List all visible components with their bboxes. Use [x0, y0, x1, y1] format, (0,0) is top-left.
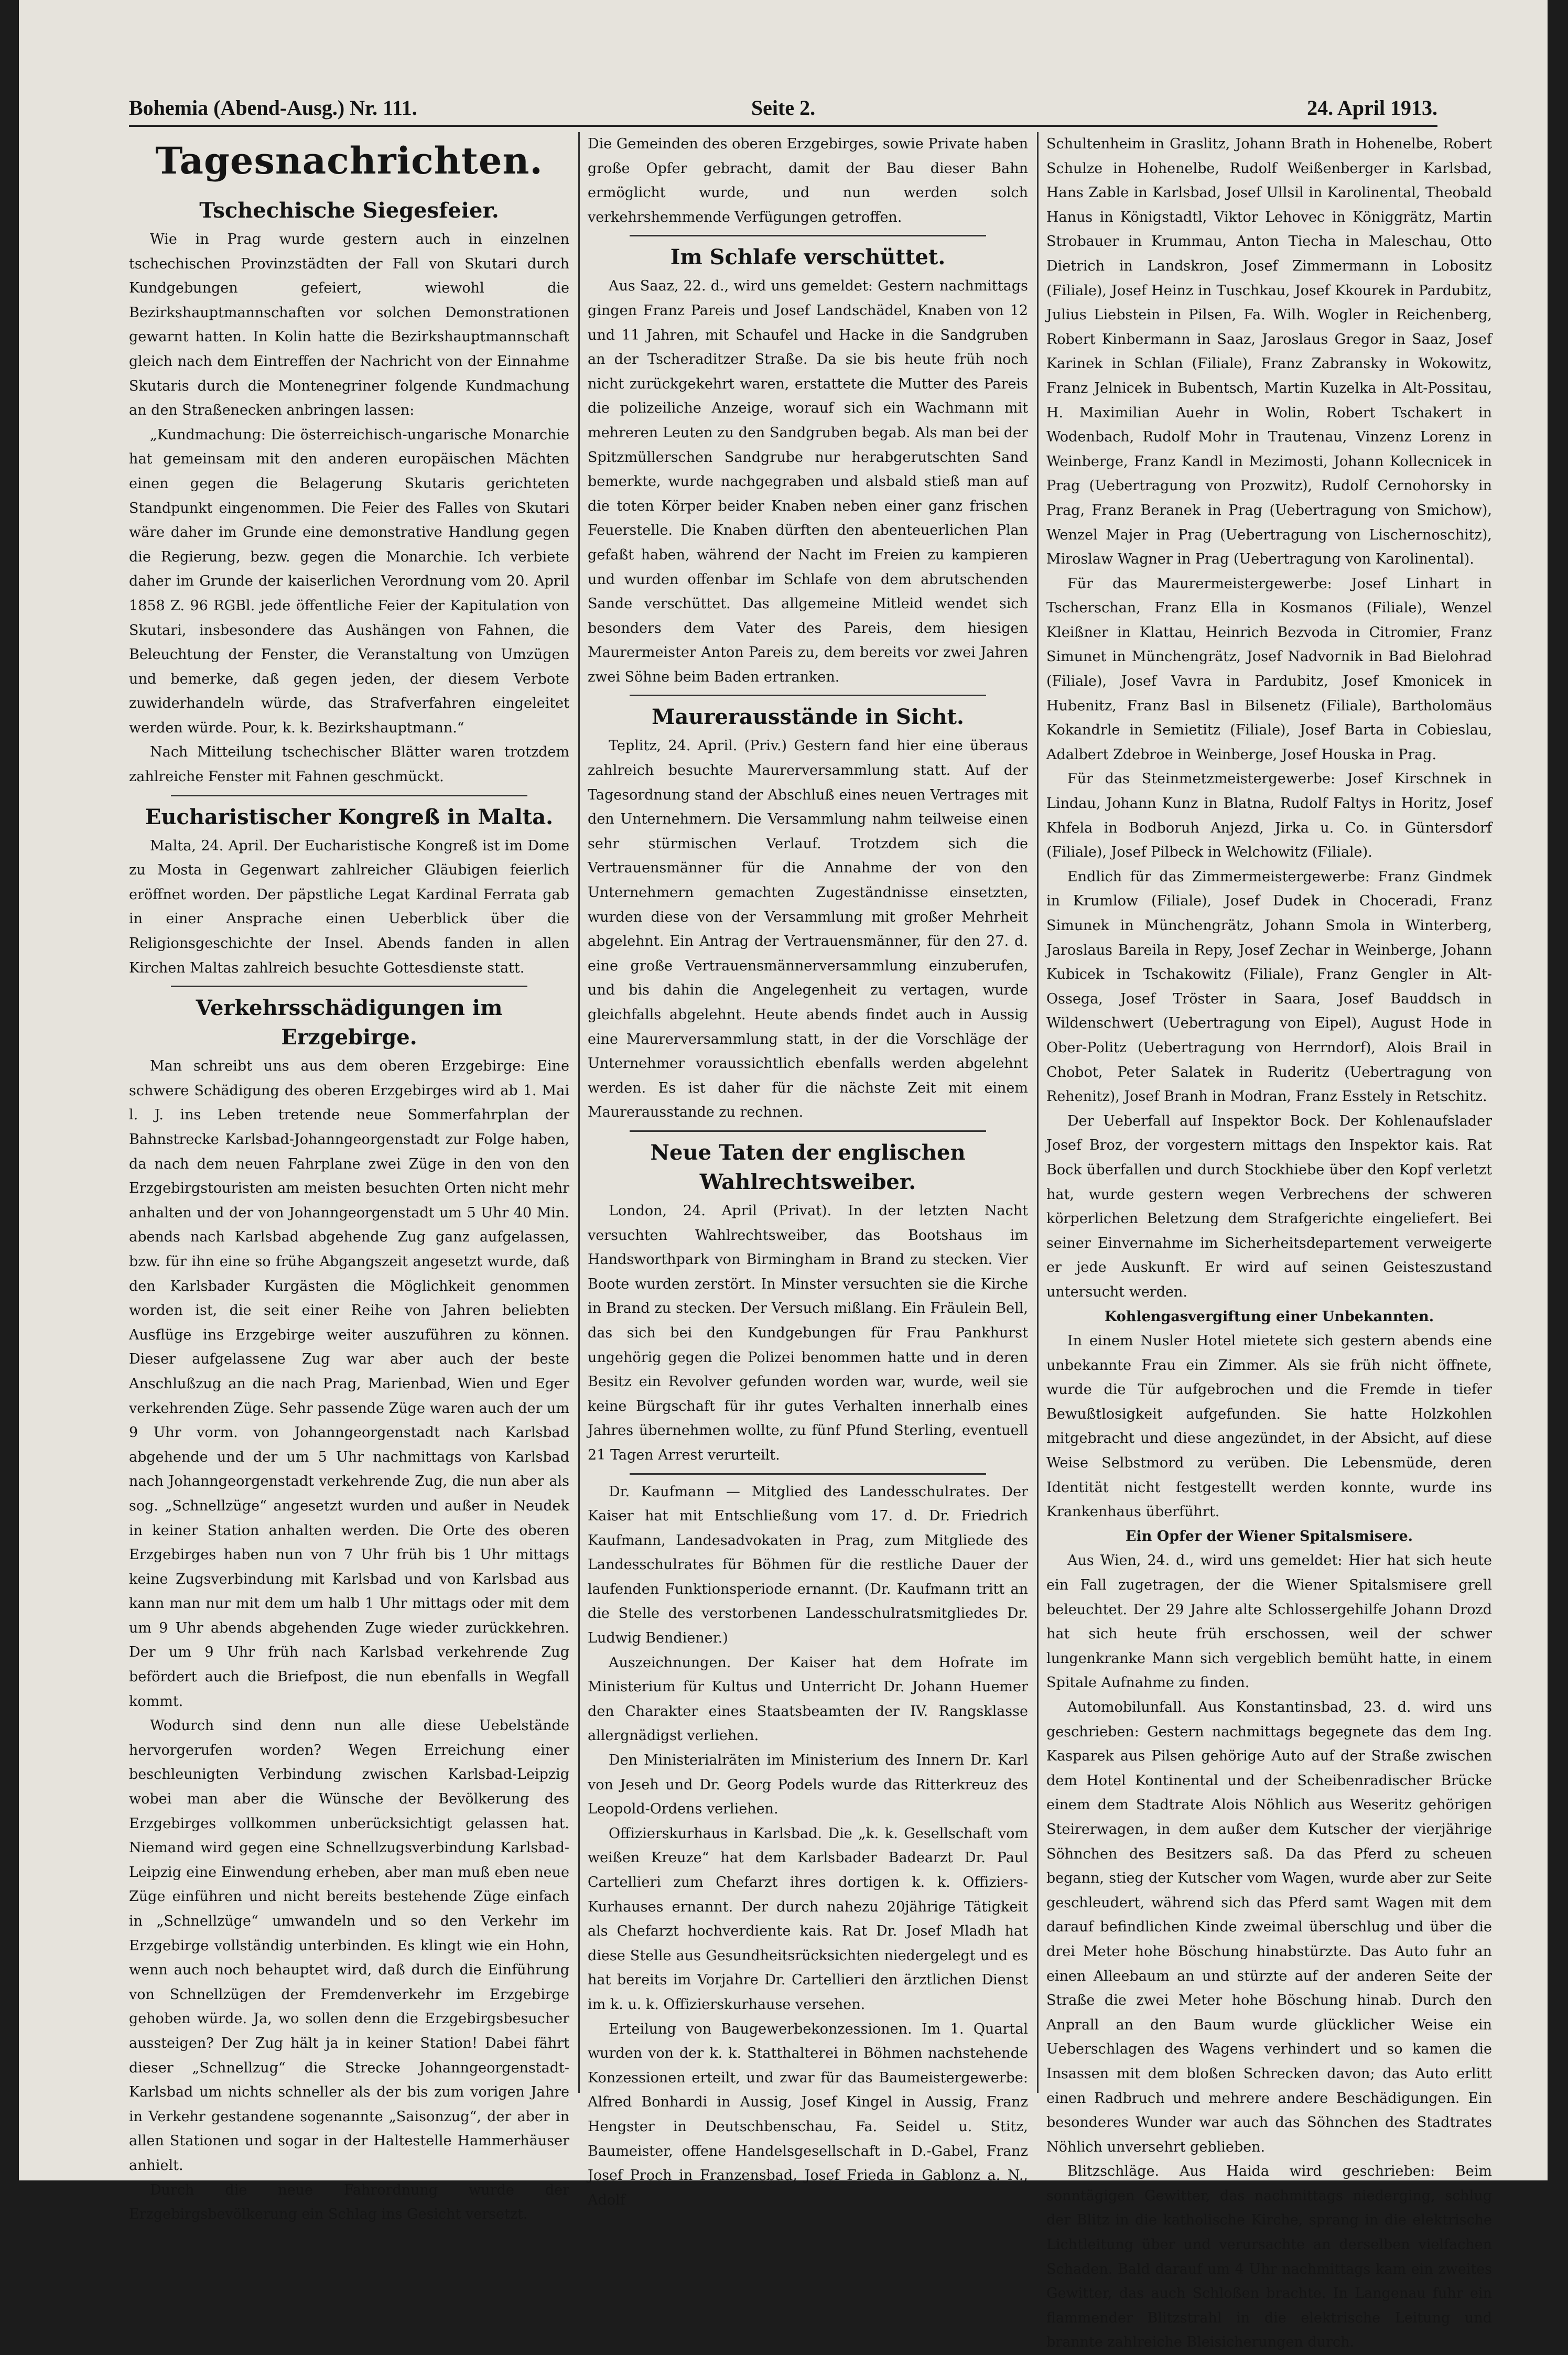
article-paragraph: Die Gemeinden des oberen Erzgebirges, sowie Private haben große Opfer gebracht, damit der Bau dieser Bahn ermöglicht wurde, und nun werden solch verkehrshemmende Verfügungen getroffen.: [588, 136, 1028, 225]
masthead: [129, 95, 1437, 127]
article-paragraph: „Kundmachung: Die österreichisch-ungarische Monarchie hat gemeinsam mit den anderen europäischen Mächten einen gegen die Belagerung Skutaris gerichteten Standpunkt eingenommen. Die Feier des Falles von Skutari wäre daher im Grunde eine demonstrative Handlung gegen die Regierung, bezw. gegen die Monarchie. Ich verbiete daher im Grunde der kaiserlichen Verordnung vom 20. April 1858 Z. 96 RGBl. jede öffentliche Feier der Kapitulation von Skutari, insbesondere das Aushängen von Fahnen, die Beleuchtung der Fenster, die Veranstaltung von Umzügen und bemerke, daß gegen jeden, der diesem Verbote zuwiderhandeln würde, das Strafverfahren eingeleitet werden würde. Pour, k. k. Bezirkshauptmann.“: [129, 426, 569, 736]
article-paragraph: Blitzschläge. Aus Haida wird geschrieben: Beim sonntägigen Gewitter, das nachmittags niederging, schlug der Blitz in die katholische Kirche, sprang in die elektrische Lichtleitung über und verursachte an derselben vielfachen Schaden. Bald darauf um 4 Uhr nachmittags kam ein zweites Gewitter, das auch Schloßen brachte. In Langenau fuhr ein flammender Blitzstrahl in die elektrische Leitung und brannte zahlreiche Bleisicherungen durch.: [1046, 2163, 1492, 2351]
article-paragraph: In einem Nusler Hotel mietete sich gestern abends eine unbekannte Frau ein Zimmer. Als sie früh nicht öffnete, wurde die Tür aufgebrochen und die Fremde in tiefer Bewußtlosigkeit aufgefunden. Sie hatte Holzkohlen mitgebracht und diese angezündet, in der Absicht, auf diese Weise Selbstmord zu verüben. Die Lebensmüde, deren Identität nicht festgestellt werden konnte, wurde ins Krankenhaus überführt.: [1046, 1333, 1492, 1520]
article-headline: Im Schlafe verschüttet.: [670, 245, 946, 270]
article-paragraph: Den Ministerialräten im Ministerium des Innern Dr. Karl von Jeseh und Dr. Georg Podels wurde das Ritterkreuz des Leopold-Ordens verliehen.: [588, 1752, 1028, 1818]
article-headline: Tschechische Siegesfeier.: [199, 198, 499, 223]
article-paragraph: Nach Mitteilung tschechischer Blätter waren trotzdem zahlreiche Fenster mit Fahnen geschmückt.: [129, 744, 569, 785]
column-divider: [1037, 132, 1039, 2093]
article-headline: Verkehrsschädigungen im Erzgebirge.: [196, 996, 503, 1050]
article-subheadline: Kohlengasvergiftung einer Unbekannten.: [1104, 1308, 1434, 1325]
article-paragraph: Durch die neue Fahrordnung wurde der Erzgebirgsbevölkerung ein Schlag ins Gesicht versetzt.: [129, 2181, 569, 2223]
article-paragraph: Aus Saaz, 22. d., wird uns gemeldet: Gestern nachmittags gingen Franz Pareis und Josef Landschädel, Knaben von 12 und 11 Jahren, mit Schaufel und Hacke in die Sandgruben an der Tscheraditzer Straße. Da sie bis heute früh noch nicht zurückgekehrt waren, erstattete die Mutter des Pareis die polizeiliche Anzeige, worauf sich ein Wachmann mit mehreren Leuten zu den Sandgruben begab. Als man bei der Spitzmüllerschen Sandgrube nur herabgerutschten Sand bemerkte, wurde nachgegraben und alsbald stieß man auf die toten Körper beider Knaben neben einer ganz frischen Feuerstelle. Die Knaben dürften den abenteuerlichen Plan gefaßt haben, während der Nacht im Freien zu kampieren und wurden offenbar im Schlafe von dem abrutschenden Sande verschüttet. Das allgemeine Mitleid wendet sich besonders dem Vater des Pareis, dem hiesigen Maurermeister Anton Pareis zu, dem bereits vor zwei Jahren zwei Söhne beim Baden ertranken.: [588, 278, 1028, 685]
masthead-page-number: Seite 2.: [751, 96, 816, 120]
column-3: [1046, 132, 1492, 2351]
article-paragraph: Für das Maurermeistergewerbe: Josef Linhart in Tscherschan, Franz Ella in Kosmanos (Filiale), Wenzel Kleißner in Klattau, Heinrich Bezvoda in Citromier, Franz Simunet in Münchengrätz, Josef Nadvornik in Bad Bielohrad (Filiale), Josef Vavra in Pardubitz, Josef Kmonicek in Hubenitz, Franz Basl in Bilsenetz (Filiale), Bartholomäus Kokandrle in Semietitz (Filiale), Josef Barta in Cobieslau, Adalbert Zdebroe in Weinberge, Josef Houska in Prag.: [1046, 575, 1492, 763]
section-title: Tagesnachrichten.: [155, 139, 543, 182]
article-separator: [630, 1473, 986, 1475]
article-paragraph: Aus Wien, 24. d., wird uns gemeldet: Hier hat sich heute ein Fall zugetragen, der die Wiener Spitalsmisere grell beleuchtet. Der 29 Jahre alte Schlossergehilfe Johann Drozd hat sich heute früh erschossen, weil der schwer lungenkranke Mann sich vergeblich bemüht hatte, in einem Spitale Aufnahme zu finden.: [1046, 1552, 1492, 1691]
article-paragraph: Offizierskurhaus in Karlsbad. Die „k. k. Gesellschaft vom weißen Kreuze“ hat dem Karlsbader Badearzt Dr. Paul Cartellieri zum Chefarzt ihres dortigen k. k. Offiziers-Kurhauses ernannt. Der durch nahezu 20jährige Tätigkeit als Chefarzt hochverdiente kais. Rat Dr. Josef Mladh hat diese Stelle aus Gesundheitsrücksichten niedergelegt und es hat bereits im Vorjahre Dr. Cartellieri den ärztlichen Dienst im k. u. k. Offizierskurhause versehen.: [588, 1825, 1028, 2013]
article-paragraph: London, 24. April (Privat). In der letzten Nacht versuchten Wahlrechtsweiber, das Bootshaus im Handsworthpark von Birmingham in Brand zu stecken. Vier Boote wurden zerstört. In Minster versuchten sie die Kirche in Brand zu stecken. Der Versuch mißlang. Ein Fräulein Bell, das sich bei den Kundgebungen für Frau Pankhurst ungehörig gegen die Polizei benommen hatte und in deren Besitz ein Revolver gefunden worden war, wurde, weil sie keine Bürgschaft für ihr gutes Verhalten innerhalb eines Jahres übernehmen wollte, zu fünf Pfund Sterling, eventuell 21 Tagen Arrest verurteilt.: [588, 1202, 1028, 1463]
article-paragraph: Teplitz, 24. April. (Priv.) Gestern fand hier eine überaus zahlreich besuchte Maurerversammlung statt. Auf der Tagesordnung stand der Abschluß eines neuen Vertrages mit den Unternehmern. Die Versammlung nahm teilweise einen sehr stürmischen Verlauf. Trotzdem sich die Vertrauensmänner für die Annahme der von den Unternehmern gemachten Zugeständnisse einsetzten, wurden diese von der Versammlung mit großer Mehrheit abgelehnt. Ein Antrag der Vertrauensmänner, für den 27. d. eine große Vertrauensmännerversammlung einzuberufen, und bis dahin die Angelegenheit zu vertagen, wurde gleichfalls abgelehnt. Heute abends findet auch in Aussig eine Maurerversammlung statt, in der die Vorschläge der Unternehmer voraussichtlich ebenfalls werden abgelehnt werden. Es ist daher für die nächste Zeit mit einem Maurerausstande zu rechnen.: [588, 738, 1028, 1121]
article-paragraph: Wie in Prag wurde gestern auch in einzelnen tschechischen Provinzstädten der Fall von Skutari durch Kundgebungen gefeiert, wiewohl die Bezirkshauptmannschaften vor solchen Demonstrationen gewarnt hatten. In Kolin hatte die Bezirkshauptmannschaft gleich nach dem Eintreffen der Nachricht von der Einnahme Skutaris durch die Montenegriner folgende Kundmachung an den Straßenecken anbringen lassen:: [129, 231, 569, 419]
column-1: [129, 132, 569, 2223]
column-divider: [578, 132, 580, 2093]
article-separator: [171, 795, 527, 796]
newspaper-page: [19, 0, 1548, 2351]
article-paragraph: Schultenheim in Graslitz, Johann Brath in Hohenelbe, Robert Schulze in Hohenelbe, Rudolf Weißenberger in Karlsbad, Hans Zable in Karlsbad, Josef Ullsil in Karolinental, Theobald Hanus in Königstadtl, Viktor Lehovec in Königgrätz, Martin Strobauer in Krummau, Anton Tiecha in Maleschau, Otto Dietrich in Landskron, Josef Zimmermann in Lobositz (Filiale), Josef Heinz in Tuschkau, Josef Kkourek in Pardubitz, Julius Liebstein in Pilsen, Fa. Wilh. Wogler in Reichenberg, Robert Kinbermann in Saaz, Jaroslaus Gregor in Saaz, Josef Karinek in Schlan (Filiale), Franz Zabransky in Wokowitz, Franz Jelnicek in Bubentsch, Martin Kuzelka in Alt-Possitau, H. Maximilian Auehr in Wolin, Robert Tschakert in Wodenbach, Rudolf Mohr in Trautenau, Vinzenz Lorenz in Weinberge, Franz Kandl in Mezimosti, Johann Kollecnicek in Prag (Uebertragung von Prozwitz), Rudolf Cernohorsky in Prag, Franz Beranek in Prag (Uebertragung von Smichow), Wenzel Majer in Prag (Uebertragung von Lischernoschitz), Miroslaw Wagner in Prag (Uebertragung von Karolinental).: [1046, 136, 1492, 568]
article-separator: [630, 695, 986, 696]
article-paragraph: Endlich für das Zimmermeistergewerbe: Franz Gindmek in Krumlow (Filiale), Josef Dudek in Choceradi, Franz Simunek in Münchengrätz, Johann Smola in Winterberg, Jaroslaus Bareila in Repy, Josef Zechar in Weinberge, Johann Kubicek in Tschakowitz (Filiale), Franz Gengler in Alt-Ossega, Josef Tröster in Saara, Josef Bauddsch in Wildenschwert (Uebertragung von Eipel), August Hode in Ober-Politz (Uebertragung von Herrndorf), Alois Brail in Chobot, Peter Salatek in Ruderitz (Uebertragung von Rehenitz), Josef Branh in Modran, Franz Esstely in Retschitz.: [1046, 868, 1492, 1105]
masthead-date: 24. April 1913.: [1307, 96, 1437, 120]
article-separator: [630, 1130, 986, 1132]
article-separator: [171, 986, 527, 987]
article-paragraph: Man schreibt uns aus dem oberen Erzgebirge: Eine schwere Schädigung des oberen Erzgebirges wird ab 1. Mai l. J. ins Leben tretende neue Sommerfahrplan der Bahnstrecke Karlsbad-Johanngeorgenstadt zur Folge haben, da nach dem neuen Fahrplane zwei Züge in den von den Erzgebirgstouristen am meisten besuchten Orten nicht mehr anhalten und der von Johanngeorgenstadt um 5 Uhr 40 Min. abends nach Karlsbad abgehende Zug ganz aufgelassen, bzw. für ihn eine so frühe Abgangszeit angesetzt wurde, daß den Karlsbader Kurgästen die Möglichkeit genommen worden ist, die seit einer Reihe von Jahren beliebten Ausflüge ins Erzgebirge weiter auszuführen zu können. Dieser aufgelassene Zug war aber auch der beste Anschlußzug an die nach Prag, Marienbad, Wien und Eger verkehrenden Züge. Sehr passende Züge waren auch der um 9 Uhr vorm. von Johanngeorgenstadt nach Karlsbad abgehende und der um 5 Uhr nachmittags von Karlsbad nach Johanngeorgenstadt verkehrende Zug, die nun aber als sog. „Schnellzüge“ angesetzt wurden und außer in Neudek in keiner Station anhalten werden. Die Orte des oberen Erzgebirges haben nun von 7 Uhr früh bis 1 Uhr mittags keine Zugsverbindung mit Karlsbad und von Karlsbad aus kann man nur mit dem um halb 1 Uhr mittags oder mit dem um 9 Uhr abends abgehenden Zuge wieder zurückkehren. Der um 9 Uhr früh nach Karlsbad verkehrende Zug befördert auch die Briefpost, die nun ebenfalls in Wegfall kommt.: [129, 1058, 569, 1710]
article-separator: [630, 235, 986, 236]
masthead-publication: Bohemia (Abend-Ausg.) Nr. 111.: [129, 96, 417, 120]
article-paragraph: Dr. Kaufmann — Mitglied des Landesschulrates. Der Kaiser hat mit Entschließung vom 17. d. Dr. Friedrich Kaufmann, Landesadvokaten in Prag, zum Mitgliede des Landesschulrates für Böhmen für die restliche Dauer der laufenden Funktionsperiode ernannt. (Dr. Kaufmann tritt an die Stelle des verstorbenen Landesschulratsmitgliedes Dr. Ludwig Bendiener.): [588, 1483, 1028, 1647]
article-paragraph: Automobilunfall. Aus Konstantinsbad, 23. d. wird uns geschrieben: Gestern nachmittags begegnete das dem Ing. Kasparek aus Pilsen gehörige Auto auf der Straße zwischen dem Hotel Kontinental und der Scheibenradischer Brücke einem dem Stadtrate Alois Nöhlich aus Weseritz gehörigen Steirerwagen, in dem außer dem Kutscher der vierjährige Söhnchen des Besitzers saß. Da das Pferd zu scheuen begann, stieg der Kutscher vom Wagen, wurde aber zur Seite geschleudert, während sich das Pferd samt Wagen mit dem darauf befindlichen Kinde zweimal überschlug und über die drei Meter hohe Böschung hinabstürzte. Das Auto fuhr an einen Alleebaum an und stürzte auf der anderen Seite der Straße die zwei Meter hohe Böschung hinab. Durch den Anprall an den Baum wurde glücklicher Weise ein Ueberschlagen des Wagens verhindert und so kamen die Insassen mit dem bloßen Schrecken davon; das Auto erlitt einen Radbruch und mehrere andere Beschädigungen. Ein besonderes Wunder war auch das Söhnchen des Stadtrates Nöhlich unversehrt geblieben.: [1046, 1699, 1492, 2155]
article-headline: Neue Taten der englischen Wahlrechtsweiber.: [650, 1140, 966, 1194]
article-paragraph: Erteilung von Baugewerbekonzessionen. Im 1. Quartal wurden von der k. k. Statthalterei in Böhmen nachstehende Konzessionen erteilt, und zwar für das Baumeistergewerbe: Alfred Bonhardi in Aussig, Josef Kingel in Aussig, Franz Hengster in Deutschbenschau, Fa. Seidel u. Stitz, Baumeister, offene Handelsgesellschaft in D.-Gabel, Franz Josef Proch in Franzensbad, Josef Frieda in Gablonz a. N., Adolf: [588, 2021, 1028, 2208]
article-subheadline: Ein Opfer der Wiener Spitalsmisere.: [1125, 1528, 1413, 1544]
article-paragraph: Auszeichnungen. Der Kaiser hat dem Hofrate im Ministerium für Kultus und Unterricht Dr. Johann Huemer den Charakter eines Staatsbeamten der IV. Rangsklasse allergnädigst verliehen.: [588, 1654, 1028, 1744]
article-paragraph: Der Ueberfall auf Inspektor Bock. Der Kohlenaufslader Josef Broz, der vorgestern mittags den Inspektor kais. Rat Bock überfallen und durch Stockhiebe über den Kopf verletzt hat, wurde gestern wegen Verbrechens der schweren körperlichen Beletzung dem Strafgerichte eingeliefert. Bei seiner Einvernahme im Sicherheitsdepartement verweigerte er jede Auskunft. Er wird auf seinen Geisteszustand untersucht werden.: [1046, 1112, 1492, 1300]
column-2: [588, 132, 1028, 2208]
article-paragraph: Für das Steinmetzmeistergewerbe: Josef Kirschnek in Lindau, Johann Kunz in Blatna, Rudolf Faltys in Horitz, Josef Khfela in Bodboruh Anjezd, Jirka u. Co. in Güntersdorf (Filiale), Josef Pilbeck in Welchowitz (Filiale).: [1046, 771, 1492, 861]
article-headline: Maurerausstände in Sicht.: [652, 705, 964, 730]
article-paragraph: Wodurch sind denn nun alle diese Uebelstände hervorgerufen worden? Wegen Erreichung einer beschleunigten Verbindung zwischen Karlsbad-Leipzig wobei man aber die Wünsche der Bevölkerung des Erzgebirges vollkommen unberücksichtigt gelassen hat. Niemand wird gegen eine Schnellzugsverbindung Karlsbad-Leipzig eine Einwendung erheben, aber man muß eben neue Züge einführen und nicht bereits bestehende Züge einfach in „Schnellzüge“ umwandeln und so den Verkehr im Erzgebirge vollständig unterbinden. Es klingt wie ein Hohn, wenn auch noch behauptet wird, daß durch die Einführung von Schnellzügen der Fremdenverkehr im Erzgebirge gehoben würde. Ja, wo sollen denn die Erzgebirgsbesucher aussteigen? Der Zug hält ja in keiner Station! Dabei fährt dieser „Schnellzug“ die Strecke Johanngeorgenstadt-Karlsbad um nichts schneller als der bis zum vorigen Jahre in Verkehr gestandene sogenannte „Saisonzug“, der aber in allen Stationen und sogar in der Haltestelle Hammerhäuser anhielt.: [129, 1717, 569, 2174]
article-paragraph: Malta, 24. April. Der Eucharistische Kongreß ist im Dome zu Mosta in Gegenwart zahlreicher Gläubigen feierlich eröffnet worden. Der päpstliche Legat Kardinal Ferrata gab in einer Ansprache einen Ueberblick über die Religionsgeschichte der Insel. Abends fanden in allen Kirchen Maltas zahlreich besuchte Gottesdienste statt.: [129, 837, 569, 976]
article-headline: Eucharistischer Kongreß in Malta.: [145, 804, 554, 829]
masthead-rule: [129, 125, 1437, 127]
